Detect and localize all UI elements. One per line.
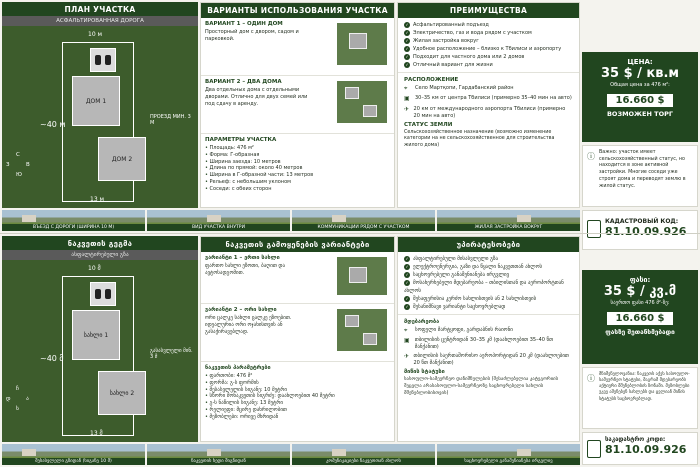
variant-2-image (336, 308, 388, 352)
photo-entrance: ВЪЕЗД С ДОРОГИ (ШИРИНА 10 М) (2, 210, 145, 231)
price-label: ფასი: (629, 276, 651, 284)
param-item: • ფართობი: 476 მ² (205, 373, 390, 380)
photo-neighborhood: საცხოვრებელი განაშენიანება ირგვლივ (437, 444, 580, 465)
compass-s: ს (16, 406, 19, 412)
house-1: ДОМ 1 (72, 76, 120, 126)
param-item: • Ширина в Г-образной части: 13 метров (205, 172, 390, 179)
info-icon: ⓘ (587, 374, 595, 383)
location-block (398, 72, 579, 154)
note-text: Важно: участок имеет сельскохозяйственный статус, но находится в зоне активной застройки. Многие соседи уже строят дома и переводят землю в жилой статус. (599, 150, 686, 189)
bottom-dimension: 13 м (90, 196, 105, 203)
cadastral-code: 81.10.09.926 (605, 443, 687, 456)
location-pin-icon: ⌖ (404, 327, 408, 334)
advantages (397, 2, 580, 208)
advantage-item: ✓ ელექტროენერგია, გაზი და წყალი ნაკვეთთან ახლოს (405, 263, 543, 270)
advantage-item: ✓ Асфальтированный подъезд (405, 21, 489, 28)
important-note (582, 367, 698, 429)
car-icon: ▣ (404, 337, 410, 345)
lot-parameters (201, 134, 394, 195)
advantages-title: უპირატესობები (398, 237, 579, 252)
check-icon: ✓ (405, 21, 409, 27)
param-item: • ფორმა: გ-ს ფორმის (205, 380, 390, 387)
cadastral-card (582, 432, 698, 465)
compass-e: ა (26, 396, 29, 402)
check-icon: ✓ (405, 279, 409, 285)
parking (90, 282, 116, 306)
variant-1-text: ფართო სახლი ეზოთი, ბაღით და ავტოსადგომით. (205, 263, 286, 276)
usage-variants (200, 2, 395, 208)
advantage-item: ✓ საცხოვრებელი განაშენიანება ირგვლივ (405, 271, 510, 278)
variant-1-title: ვარიანტი 1 – ერთი სახლი (205, 255, 280, 261)
road-label: АСФАЛЬТИРОВАННАЯ ДОРОГА (2, 16, 198, 26)
site-plan-title: ნაკვეთის გეგმა (2, 236, 198, 251)
road-label: ასფალტირებული გზა (2, 250, 198, 260)
check-icon: ✓ (405, 37, 409, 43)
location-item: თბილისის ცენტრიდან 30–35 კმ (დაახლოებით 35–40 წთ მანქანით) (414, 337, 554, 351)
location-block (398, 314, 579, 402)
variant-1-title: ВАРИАНТ 1 – ОДИН ДОМ (205, 21, 283, 27)
advantage-item: ✓ მოსახერხებელი მდებარეობა – თბილისთან და აეროპორტთან ახლოს (404, 279, 564, 294)
passage-label: გასასვლელი მინ. 3 მ (150, 348, 193, 360)
note-text: მნიშვნელოვანია: ნაკვეთს აქვს სასოფლო-სამეურნეო სტატუსი, მაგრამ მდებარეობს აქტიური მშენებლობის ზონაში. მეზობლები უკვე აშენებენ სახლებს და ცვლიან მიწის სტატუსს საცხოვრებლად. (599, 372, 690, 402)
advantage-item: ✓ Подходит для частного дома или 2 домов (405, 53, 525, 60)
house-2: სახლი 2 (98, 371, 146, 415)
compass-w: З (6, 162, 10, 168)
variant-2-image (336, 80, 388, 124)
photo-inside: ნაკვეთის ხედი შიგნიდან (147, 444, 290, 465)
advantage-item: ✓ ასფალტირებული მისასვლელი გზა (405, 255, 499, 262)
check-icon: ✓ (405, 61, 409, 67)
variant-2-title: ვარიანტი 2 – ორი სახლი (205, 307, 277, 313)
variant-2 (201, 304, 394, 362)
param-item: • რელიეფი: მცირე დახრილობით (205, 407, 390, 414)
car-icon (105, 289, 111, 299)
variants-title: ВАРИАНТЫ ИСПОЛЬЗОВАНИЯ УЧАСТКА (201, 3, 394, 18)
param-item: • გ-ს ნაწილის სიგანე: 13 მეტრი (205, 400, 390, 407)
site-plan (2, 236, 198, 442)
variant-1 (201, 252, 394, 304)
advantage-item: ✓ შესანიშნავი ვარიანტი საცხოვრებლად (405, 303, 506, 310)
compass-w: დ (6, 396, 11, 402)
location-item: თბილისის საერთაშორისო აეროპორტიდან 20 კმ (დაახლოებით 20 წთ მანქანით) (413, 353, 569, 367)
check-icon: ✓ (405, 295, 409, 301)
price-total-label: საერთო ფასი 476 მ²-ზე: (610, 300, 670, 306)
cadastral-label: КАДАСТРОВЫЙ КОД: (605, 218, 679, 225)
site-plan (2, 2, 198, 208)
variant-2-text: ორი ცალკე სახლი ცალკე ეზოებით. იდეალურია ორი ოჯახისთვის ან გასაქირავებლად. (205, 315, 292, 335)
check-icon: ✓ (405, 263, 409, 269)
width-dimension: 10 м (88, 31, 103, 38)
advantage-item: ✓ Электричество, газ и вода рядом с участком (405, 29, 532, 36)
airplane-icon: ✈ (404, 353, 410, 361)
price-label: ЦЕНА: (627, 58, 653, 66)
car-icon (105, 55, 111, 65)
location-item: Село Мартқопи, Гардабанский район (415, 85, 514, 91)
car-icon (95, 55, 101, 65)
param-item: • Длина по прямой: около 40 метров (205, 165, 390, 172)
status-text: სასოფლო-სამეურნეო დანიშნულების (შესაძლებელია კატეგორიის შეცვლა არასასოფლო-სამეურნეოზე საცხოვრებელი სახლის მშენებლობისთვის) (404, 377, 559, 396)
photo-entrance: შესასვლელი გზიდან (სიგანე 10 მ) (2, 444, 145, 465)
advantages-title: ПРЕИМУЩЕСТВА (398, 3, 579, 18)
bottom-dimension: 13 მ (90, 430, 103, 437)
parking (90, 48, 116, 72)
lot-parameters (201, 362, 394, 423)
length-dimension: ~40 მ (40, 354, 64, 363)
negotiable-note: ВОЗМОЖЕН ТОРГ (606, 110, 674, 118)
house-1: სახლი 1 (72, 310, 120, 360)
compass-e: В (26, 162, 30, 168)
photo-neighborhood: ЖИЛАЯ ЗАСТРОЙКА ВОКРУГ (437, 210, 580, 231)
important-note (582, 145, 698, 207)
variant-1-image (336, 22, 388, 66)
check-icon: ✓ (405, 271, 409, 277)
photo-utilities: КОММУНИКАЦИИ РЯДОМ С УЧАСТКОМ (292, 210, 435, 231)
advantage-item: ✓ Удобное расположение – близко к Тбилиси и аэропорту (405, 45, 562, 52)
info-icon: ⓘ (587, 152, 595, 161)
car-icon (95, 289, 101, 299)
param-item: • Рельеф: с небольшим уклоном (205, 179, 390, 186)
variant-2-title: ВАРИАНТ 2 – ДВА ДОМА (205, 79, 282, 85)
param-item: • Соседи: с обеих сторон (205, 186, 390, 193)
length-dimension: ~40 м (40, 120, 66, 129)
location-item: სოფელი მარტყოფი, გარდაბნის რაიონი (415, 327, 513, 333)
param-item: • Форма: Г-образная (205, 152, 390, 159)
check-icon: ✓ (405, 29, 409, 35)
params-title: ნაკვეთის პარამეტრები (205, 365, 271, 371)
variant-1-image (336, 256, 388, 296)
airplane-icon: ✈ (404, 105, 410, 113)
price-total: 16.660 $ (607, 312, 672, 325)
passage-label: ПРОЕЗД МИН. 3 М (150, 114, 191, 126)
price-total-label: Общая цена за 476 м²: (610, 82, 670, 88)
param-item: • Площадь: 476 м² (205, 145, 390, 152)
status-title: მიწის სტატუსი (404, 369, 445, 376)
params-title: ПАРАМЕТРЫ УЧАСТКА (205, 137, 277, 143)
advantage-item: ✓ Жилая застройка вокруг (405, 37, 479, 44)
status-title: СТАТУС ЗЕМЛИ (404, 121, 453, 128)
param-item: • სწორი მონაკვეთის სიგრძე: დაახლოებით 40 მეტრი (205, 393, 390, 400)
location-item: 30–35 км от центра Тбилиси (примерно 35–40 мин на авто) (415, 95, 572, 102)
photo-inside: ВИД УЧАСТКА ВНУТРИ (147, 210, 290, 231)
param-item: • შესასვლელის სიგანე: 10 მეტრი (205, 387, 390, 394)
car-icon: ▣ (404, 95, 410, 103)
cadastral-label: საკადასტრო კოდი: (605, 436, 666, 443)
location-title: РАСПОЛОЖЕНИЕ (404, 77, 459, 83)
location-item: 20 км от международного аэропорта Тбилиси (примерно 20 мин на авто) (413, 105, 566, 119)
compass-n: С (16, 152, 20, 158)
price-per-sqm: 35 $ / კვ.მ (603, 284, 677, 299)
advantage-item: ✓ Отличный вариант для жизни (405, 61, 493, 68)
param-item: • Ширина заезда: 10 метров (205, 159, 390, 166)
photo-strip (2, 444, 580, 465)
check-icon: ✓ (405, 53, 409, 59)
site-plan-title: ПЛАН УЧАСТКА (2, 2, 198, 17)
param-item: • მეზობლები: ორივე მხრიდან (205, 414, 390, 421)
variant-2 (201, 76, 394, 134)
negotiable-note: ფასზე შეთანხმებადი (605, 328, 675, 336)
price-per-sqm: 35 $ / кв.м (600, 66, 680, 81)
usage-variants (200, 236, 395, 442)
check-icon: ✓ (405, 255, 409, 261)
compass-s: Ю (16, 172, 22, 178)
width-dimension: 10 მ (88, 265, 101, 272)
compass-n: ჩ (16, 386, 19, 392)
cadastral-code: 81.10.09.926 (605, 225, 687, 238)
variant-1-text: Просторный дом с двором, садом и парковкой. (205, 29, 299, 42)
price-card (582, 52, 698, 142)
section-georgian (0, 233, 700, 466)
document-icon (587, 440, 601, 458)
variant-2-text: Два отдельных дома с отдельными дворами. Отлично для двух семей или под сдачу в аренду. (205, 87, 308, 107)
price-total: 16.660 $ (607, 94, 672, 107)
variant-1 (201, 18, 394, 76)
location-pin-icon: ⌖ (404, 85, 408, 92)
advantages (397, 236, 580, 442)
photo-utilities: კომუნიკაციები ნაკვეთთან ახლოს (292, 444, 435, 465)
advantage-item: ✓ შესაფერისია კერძო სახლისთვის ან 2 სახლისთვის (405, 295, 537, 302)
photo-strip (2, 210, 580, 231)
variants-title: ნაკვეთის გამოყენების ვარიანტები (201, 237, 394, 252)
price-card (582, 270, 698, 364)
check-icon: ✓ (405, 303, 409, 309)
house-2: ДОМ 2 (98, 137, 146, 181)
location-title: მდებარეობა (404, 319, 440, 325)
check-icon: ✓ (405, 45, 409, 51)
status-text: Сельскохозяйственное назначение (возможно изменение категории на не сельскохозяйственное для строительства жилого дома) (404, 129, 555, 149)
